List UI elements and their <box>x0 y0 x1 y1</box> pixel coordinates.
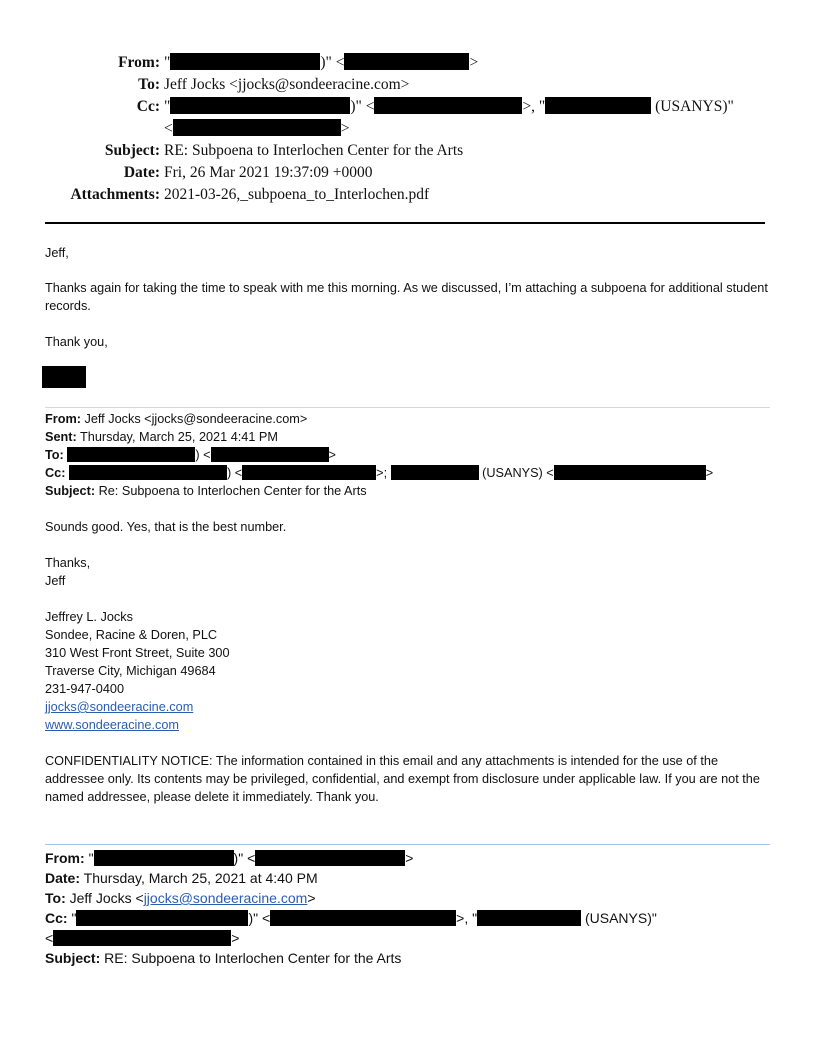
sig-firm: Sondee, Racine & Doren, PLC <box>45 628 218 642</box>
sig-name: Jeffrey L. Jocks <box>45 610 133 624</box>
quoted2-to: To: Jeff Jocks <jjocks@sondeeracine.com> <box>45 890 316 906</box>
to-value: Jeff Jocks <jjocks@sondeeracine.com> <box>164 76 410 93</box>
redaction-block <box>170 97 350 114</box>
redaction-block <box>545 97 651 114</box>
sig-phone: 231-947-0400 <box>45 682 125 696</box>
reply-name: Jeff <box>45 574 66 588</box>
quoted-message-1 <box>45 410 770 500</box>
quoted-from: From: Jeff Jocks <jjocks@sondeeracine.com> <box>45 412 308 426</box>
header-cc-row-cont: < > <box>164 120 350 137</box>
message-paragraph: Thanks again for taking the time to speak with me this morning. As we discussed, I’m attaching a subpoena for additional student records. <box>45 281 768 313</box>
attachments-label: Attachments: <box>70 186 160 203</box>
header-from-row: From: " )" < > <box>45 52 765 74</box>
quoted-sent: Sent: Thursday, March 25, 2021 4:41 PM <box>45 430 278 444</box>
redaction-block <box>76 910 248 926</box>
redaction-block <box>53 930 231 946</box>
quoted-subject: Subject: Re: Subpoena to Interlochen Center for the Arts <box>45 484 367 498</box>
quoted2-cc-cont: < > <box>45 930 240 946</box>
quoted-to: To: ) < > <box>45 448 336 462</box>
cc-label: Cc: <box>136 98 160 115</box>
sig-address-2: Traverse City, Michigan 49684 <box>45 664 216 678</box>
signature-redaction <box>42 366 86 388</box>
redaction-block <box>554 465 706 480</box>
header-subject-row <box>45 140 765 162</box>
sig-address-1: 310 West Front Street, Suite 300 <box>45 646 230 660</box>
quoted-message-2 <box>45 848 770 968</box>
redaction-block <box>477 910 581 926</box>
reply-thanks: Thanks, <box>45 556 91 570</box>
reply-body: Sounds good. Yes, that is the best number. <box>45 520 287 534</box>
quoted2-from: From: " )" < > <box>45 850 414 866</box>
header-divider <box>45 222 765 224</box>
redaction-block <box>255 850 405 866</box>
header-to-row <box>45 74 765 96</box>
closing: Thank you, <box>45 335 108 349</box>
quoted2-subject: Subject: RE: Subpoena to Interlochen Center for the Arts <box>45 950 402 966</box>
redaction-block <box>67 447 195 462</box>
redaction-block <box>211 447 329 462</box>
header-cc-row: Cc: " )" < >, " (USANYS)" <box>45 96 765 118</box>
redaction-block <box>94 850 234 866</box>
subject-value: RE: Subpoena to Interlochen Center for the Arts <box>164 142 464 159</box>
redaction-block <box>270 910 456 926</box>
quoted2-to-email-link[interactable]: jjocks@sondeeracine.com <box>143 890 308 906</box>
quoted2-cc: Cc: " )" < >, " (USANYS)" <box>45 910 657 926</box>
quoted-cc: Cc: ) < >; (USANYS) < > <box>45 466 714 480</box>
date-label: Date: <box>123 164 160 181</box>
redaction-block <box>69 465 227 480</box>
redaction-block <box>344 53 469 70</box>
greeting: Jeff, <box>45 246 69 260</box>
confidentiality-notice: CONFIDENTIALITY NOTICE: The information contained in this email and any attachments is intended for the use of the addressee only. Its contents may be privileged, confidential, and exempt from disclosure under applicable law. If you are not the named addressee, please delete it immediately. Thank you. <box>45 754 760 804</box>
quote-divider <box>45 407 770 408</box>
attachment-filename[interactable]: 2021-03-26,_subpoena_to_Interlochen.pdf <box>164 186 430 203</box>
signature-block <box>45 608 770 734</box>
header-attachments-row <box>45 184 765 206</box>
sig-email-link[interactable]: jjocks@sondeeracine.com <box>45 700 194 714</box>
header-date-row <box>45 162 765 184</box>
from-label: From: <box>118 54 160 71</box>
sig-web-link[interactable]: www.sondeeracine.com <box>45 718 179 732</box>
redaction-block <box>170 53 320 70</box>
redaction-block <box>173 119 341 136</box>
to-label: To: <box>138 76 160 93</box>
redaction-block <box>242 465 376 480</box>
quoted2-date: Date: Thursday, March 25, 2021 at 4:40 PM <box>45 870 318 886</box>
subject-label: Subject: <box>104 142 160 159</box>
date-value: Fri, 26 Mar 2021 19:37:09 +0000 <box>164 164 373 181</box>
redaction-block <box>391 465 479 480</box>
quote-divider-2 <box>45 844 770 845</box>
email-header <box>45 52 765 206</box>
redaction-block <box>374 97 522 114</box>
